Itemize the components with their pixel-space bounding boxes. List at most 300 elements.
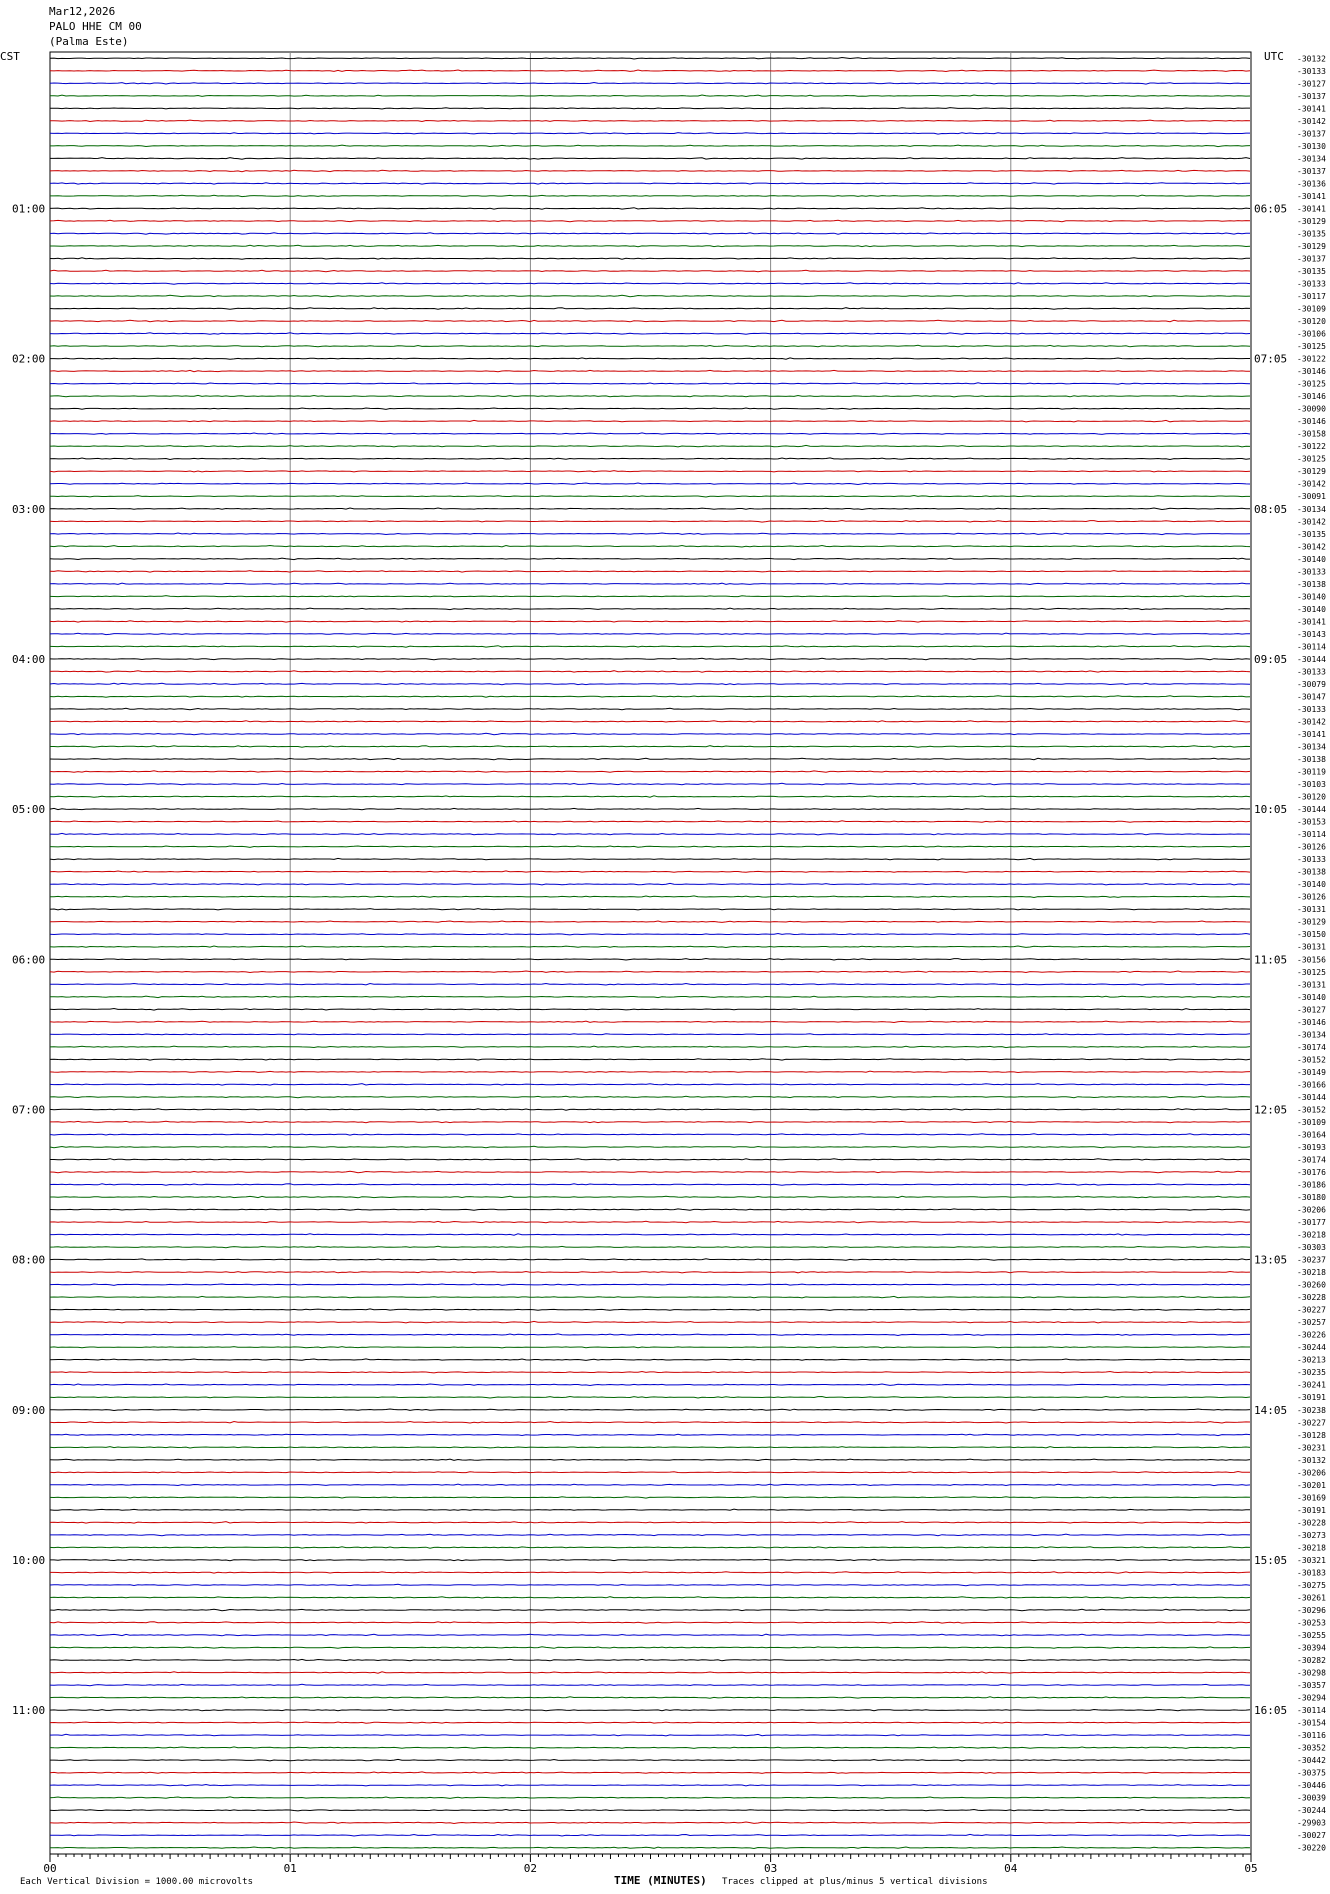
trace-line [50, 1372, 1250, 1373]
trace-line [50, 996, 1250, 998]
trace-offset-label: -30134 [1297, 504, 1326, 514]
trace-offset-label: -30227 [1297, 1305, 1326, 1315]
trace-line [50, 1272, 1250, 1273]
trace-offset-label: -30142 [1297, 116, 1326, 126]
trace-line [50, 120, 1250, 121]
trace-line [50, 1622, 1250, 1624]
trace-line [50, 108, 1250, 109]
trace-line [50, 708, 1250, 709]
trace-offset-label: -30114 [1297, 1706, 1326, 1716]
trace-offset-label: -30227 [1297, 1418, 1326, 1428]
trace-offset-label: -30237 [1297, 1255, 1326, 1265]
trace-offset-label: -30129 [1297, 242, 1326, 251]
clip-note: Traces clipped at plus/minus 5 vertical divisions [722, 1877, 988, 1887]
trace-offset-label: -30303 [1297, 1243, 1326, 1253]
trace-offset-label: -30134 [1297, 1030, 1326, 1040]
trace-offset-label: -30091 [1297, 492, 1326, 502]
trace-offset-label: -30119 [1297, 767, 1326, 777]
trace-offset-label: -30117 [1297, 292, 1326, 301]
trace-line [50, 596, 1250, 597]
trace-offset-label: -30294 [1297, 1693, 1326, 1703]
trace-line [50, 533, 1250, 535]
trace-line [50, 1609, 1250, 1611]
trace-line [50, 95, 1250, 97]
trace-line [50, 733, 1250, 735]
trace-offset-label: -30158 [1297, 429, 1326, 439]
trace-line [50, 1171, 1250, 1173]
trace-offset-label: -30257 [1297, 1318, 1326, 1328]
trace-offset-label: -30141 [1297, 191, 1326, 201]
trace-line [50, 608, 1250, 610]
trace-offset-label: -30231 [1297, 1443, 1326, 1453]
trace-line [50, 1121, 1250, 1122]
trace-offset-label: -30136 [1297, 179, 1326, 189]
trace-offset-label: -30146 [1297, 392, 1326, 402]
trace-offset-label: -30186 [1297, 1180, 1326, 1190]
trace-offset-label: -30150 [1297, 930, 1326, 940]
trace-line [50, 558, 1250, 560]
trace-offset-label: -30133 [1297, 279, 1326, 289]
trace-offset-label: -30141 [1297, 617, 1326, 627]
trace-line [50, 1397, 1250, 1399]
trace-line [50, 871, 1250, 873]
trace-offset-label: -30114 [1297, 642, 1326, 652]
trace-offset-label: -30235 [1297, 1368, 1326, 1378]
trace-offset-label: -30122 [1297, 442, 1326, 452]
plot-frame [50, 52, 1251, 1854]
trace-line [50, 1597, 1250, 1599]
trace-line [50, 1785, 1250, 1786]
trace-offset-label: -30174 [1297, 1042, 1326, 1052]
trace-line [50, 521, 1250, 523]
hour-label-right: 12:05 [1254, 1103, 1288, 1117]
trace-offset-label: -30103 [1297, 780, 1326, 790]
trace-offset-label: -30137 [1297, 166, 1326, 176]
trace-line [50, 621, 1250, 622]
trace-line [50, 433, 1250, 435]
hour-label-right: 14:05 [1254, 1403, 1288, 1417]
trace-line [50, 345, 1250, 347]
trace-offset-label: -30296 [1297, 1606, 1326, 1615]
trace-line [50, 1296, 1250, 1298]
trace-line [50, 833, 1250, 835]
trace-line [50, 633, 1250, 635]
trace-offset-label: -30134 [1297, 742, 1326, 752]
trace-line [50, 183, 1250, 184]
trace-line [50, 696, 1250, 698]
trace-offset-label: -30180 [1297, 1193, 1326, 1202]
trace-line [50, 496, 1250, 498]
trace-line [50, 1084, 1250, 1086]
trace-offset-label: -30131 [1297, 980, 1326, 990]
trace-line [50, 295, 1250, 297]
trace-offset-label: -30129 [1297, 917, 1326, 927]
trace-offset-label: -30106 [1297, 329, 1326, 339]
trace-line [50, 1697, 1250, 1699]
trace-line [50, 1722, 1250, 1723]
trace-offset-label: -30321 [1297, 1555, 1326, 1565]
trace-line [50, 1347, 1250, 1348]
trace-line [50, 1409, 1250, 1411]
trace-line [50, 1021, 1250, 1022]
trace-offset-label: -30142 [1297, 479, 1326, 489]
trace-offset-label: -30149 [1297, 1067, 1326, 1077]
trace-offset-label: -30133 [1297, 705, 1326, 714]
trace-line [50, 1284, 1250, 1285]
tz-right-label: UTC [1264, 50, 1284, 63]
trace-offset-label: -30218 [1297, 1230, 1326, 1240]
trace-offset-label: -30133 [1297, 66, 1326, 76]
trace-offset-label: -30261 [1297, 1593, 1326, 1603]
hour-label-right: 09:05 [1254, 652, 1288, 666]
trace-offset-label: -30228 [1297, 1293, 1326, 1303]
trace-line [50, 746, 1250, 748]
trace-offset-label: -30201 [1297, 1480, 1326, 1490]
trace-line [50, 771, 1250, 773]
trace-line [50, 1747, 1250, 1749]
scale-note: Each Vertical Division = 1000.00 microvolts [20, 1877, 253, 1887]
trace-line [50, 208, 1250, 210]
hour-label-left: 05:00 [12, 803, 46, 817]
trace-line [50, 1772, 1250, 1774]
trace-offset-label: -30141 [1297, 730, 1326, 739]
trace-offset-label: -30144 [1297, 654, 1326, 664]
hour-label-left: 02:00 [12, 352, 46, 366]
trace-offset-label: -30135 [1297, 229, 1326, 239]
trace-line [50, 358, 1250, 359]
trace-line [50, 1522, 1250, 1524]
trace-offset-label: -30141 [1297, 104, 1326, 114]
trace-offset-label: -30131 [1297, 905, 1326, 915]
trace-offset-label: -30146 [1297, 1017, 1326, 1027]
trace-line [50, 909, 1250, 910]
x-tick-label: 03 [763, 1862, 778, 1875]
trace-line [50, 145, 1250, 147]
trace-line [50, 858, 1250, 860]
trace-line [50, 395, 1250, 397]
trace-offset-label: -30137 [1297, 91, 1326, 101]
trace-offset-label: -30213 [1297, 1355, 1326, 1365]
trace-line [50, 1234, 1250, 1235]
trace-line [50, 1221, 1250, 1223]
trace-line [50, 1734, 1250, 1736]
trace-line [50, 846, 1250, 847]
trace-offset-label: -30147 [1297, 692, 1326, 702]
hour-label-right: 10:05 [1254, 803, 1288, 817]
x-tick-label: 00 [43, 1862, 57, 1875]
trace-line [50, 1321, 1250, 1323]
trace-offset-label: -30137 [1297, 254, 1326, 264]
trace-offset-label: -30144 [1297, 805, 1326, 815]
trace-line [50, 1096, 1250, 1098]
trace-line [50, 420, 1250, 422]
trace-offset-label: -30244 [1297, 1343, 1326, 1353]
trace-offset-label: -30241 [1297, 1380, 1326, 1390]
trace-offset-label: -30164 [1297, 1130, 1326, 1140]
trace-offset-label: -30176 [1297, 1168, 1326, 1177]
trace-offset-label: -30120 [1297, 317, 1326, 326]
trace-line [50, 1572, 1250, 1574]
trace-offset-label: -30125 [1297, 454, 1326, 464]
trace-offset-label: -30140 [1297, 992, 1326, 1002]
trace-offset-label: -30206 [1297, 1468, 1326, 1478]
trace-line [50, 1071, 1250, 1072]
hour-label-right: 06:05 [1254, 202, 1288, 216]
hour-label-right: 07:05 [1254, 352, 1288, 366]
trace-offset-label: -30220 [1297, 1843, 1326, 1853]
trace-offset-label: -30109 [1297, 304, 1326, 314]
header-location: (Palma Este) [49, 35, 129, 48]
trace-line [50, 1559, 1250, 1560]
trace-line [50, 195, 1250, 197]
trace-line [50, 1634, 1250, 1636]
trace-offset-label: -30352 [1297, 1743, 1326, 1753]
trace-line [50, 245, 1250, 247]
hour-label-left: 03:00 [12, 502, 46, 516]
trace-offset-label: -30133 [1297, 855, 1326, 865]
trace-line [50, 1809, 1250, 1811]
trace-offset-label: -30156 [1297, 955, 1326, 965]
trace-line [50, 233, 1250, 235]
trace-line [50, 58, 1250, 60]
trace-offset-label: -30039 [1297, 1793, 1326, 1803]
trace-line [50, 283, 1250, 285]
trace-line [50, 1159, 1250, 1160]
trace-line [50, 1672, 1250, 1673]
trace-offset-label: -30135 [1297, 529, 1326, 539]
trace-line [50, 1184, 1250, 1186]
trace-line [50, 471, 1250, 472]
trace-offset-label: -30133 [1297, 567, 1326, 577]
trace-offset-label: -30133 [1297, 667, 1326, 677]
trace-line [50, 320, 1250, 322]
hour-label-right: 16:05 [1254, 1704, 1288, 1718]
trace-line [50, 683, 1250, 685]
header-station: PALO HHE CM 00 [49, 20, 142, 33]
trace-line [50, 1472, 1250, 1473]
trace-offset-label: -30125 [1297, 967, 1326, 977]
trace-line [50, 1334, 1250, 1336]
trace-offset-label: -30125 [1297, 342, 1326, 352]
trace-line [50, 1246, 1250, 1247]
trace-line [50, 1534, 1250, 1536]
trace-offset-label: -30146 [1297, 367, 1326, 377]
trace-line [50, 170, 1250, 172]
trace-line [50, 258, 1250, 259]
trace-line [50, 946, 1250, 948]
trace-offset-label: -30253 [1297, 1618, 1326, 1628]
trace-offset-label: -30079 [1297, 680, 1326, 689]
trace-line [50, 1422, 1250, 1424]
trace-line [50, 571, 1250, 573]
trace-offset-label: -30135 [1297, 267, 1326, 276]
trace-offset-label: -30166 [1297, 1080, 1326, 1090]
trace-offset-label: -30226 [1297, 1330, 1326, 1340]
trace-line [50, 758, 1250, 760]
trace-line [50, 1009, 1250, 1011]
trace-line [50, 1146, 1250, 1147]
hour-label-right: 08:05 [1254, 502, 1288, 516]
trace-offset-label: -30141 [1297, 204, 1326, 214]
trace-line [50, 333, 1250, 335]
trace-offset-label: -30152 [1297, 1105, 1326, 1115]
trace-offset-label: -30140 [1297, 554, 1326, 564]
trace-offset-label: -30143 [1297, 629, 1326, 639]
trace-offset-label: -30193 [1297, 1143, 1326, 1152]
trace-offset-label: -30442 [1297, 1756, 1326, 1766]
trace-line [50, 158, 1250, 160]
trace-offset-label: -30238 [1297, 1405, 1326, 1415]
trace-offset-label: -30127 [1297, 79, 1326, 89]
trace-offset-label: -30394 [1297, 1643, 1326, 1653]
trace-line [50, 308, 1250, 310]
trace-offset-label: -30131 [1297, 942, 1326, 952]
trace-offset-label: -30126 [1297, 892, 1326, 902]
trace-line [50, 270, 1250, 272]
trace-offset-label: -30120 [1297, 792, 1326, 802]
hour-label-left: 01:00 [12, 202, 46, 216]
trace-offset-label: -30282 [1297, 1656, 1326, 1665]
trace-line [50, 1134, 1250, 1135]
trace-offset-label: -30127 [1297, 1005, 1326, 1015]
trace-line [50, 984, 1250, 986]
trace-line [50, 1484, 1250, 1486]
trace-line [50, 1797, 1250, 1799]
trace-line [50, 1447, 1250, 1448]
trace-line [50, 408, 1250, 409]
trace-line [50, 546, 1250, 548]
trace-line [50, 1259, 1250, 1261]
trace-line [50, 821, 1250, 823]
trace-offset-label: -30134 [1297, 154, 1326, 164]
trace-offset-label: -30357 [1297, 1681, 1326, 1691]
trace-line [50, 971, 1250, 973]
trace-offset-label: -30138 [1297, 755, 1326, 764]
trace-offset-label: -30027 [1297, 1831, 1326, 1841]
trace-line [50, 1822, 1250, 1824]
trace-line [50, 1547, 1250, 1549]
trace-offset-label: -30152 [1297, 1055, 1326, 1065]
trace-line [50, 1584, 1250, 1586]
trace-offset-label: -30140 [1297, 592, 1326, 602]
trace-offset-label: -30128 [1297, 1430, 1326, 1440]
hour-label-right: 15:05 [1254, 1553, 1288, 1567]
trace-line [50, 921, 1250, 922]
trace-offset-label: -30177 [1297, 1218, 1326, 1227]
trace-offset-label: -30183 [1297, 1568, 1326, 1578]
trace-offset-label: -30218 [1297, 1543, 1326, 1553]
trace-line [50, 959, 1250, 961]
trace-offset-label: -30126 [1297, 842, 1326, 852]
trace-line [50, 370, 1250, 371]
trace-offset-label: -30191 [1297, 1505, 1326, 1515]
trace-offset-label: -30114 [1297, 830, 1326, 840]
trace-line [50, 883, 1250, 885]
trace-line [50, 1710, 1250, 1711]
trace-line [50, 1497, 1250, 1498]
x-tick-label: 01 [283, 1862, 297, 1875]
x-tick-label: 02 [523, 1862, 538, 1875]
trace-offset-label: -30228 [1297, 1518, 1326, 1528]
trace-offset-label: -30142 [1297, 717, 1326, 727]
hour-label-left: 11:00 [12, 1704, 46, 1718]
trace-offset-label: -30154 [1297, 1718, 1326, 1728]
trace-offset-label: -30206 [1297, 1205, 1326, 1215]
tz-left-label: CST [0, 50, 20, 63]
trace-offset-label: -30142 [1297, 517, 1326, 527]
trace-line [50, 783, 1250, 785]
hour-label-left: 04:00 [12, 652, 46, 666]
trace-offset-label: -30140 [1297, 604, 1326, 614]
trace-offset-label: -30132 [1297, 1455, 1326, 1465]
hour-label-left: 08:00 [12, 1253, 46, 1267]
trace-line [50, 483, 1250, 485]
trace-line [50, 1647, 1250, 1649]
trace-offset-label: -30090 [1297, 404, 1326, 414]
trace-line [50, 1046, 1250, 1048]
hour-label-left: 06:00 [12, 953, 46, 967]
trace-line [50, 1359, 1250, 1361]
trace-line [50, 70, 1250, 72]
trace-line [50, 1384, 1250, 1386]
trace-line [50, 658, 1250, 659]
trace-offset-label: -30446 [1297, 1781, 1326, 1791]
trace-line [50, 1209, 1250, 1210]
trace-line [50, 1034, 1250, 1035]
trace-offset-label: -30273 [1297, 1530, 1326, 1540]
trace-line [50, 133, 1250, 135]
hour-label-left: 07:00 [12, 1103, 46, 1117]
trace-offset-label: -30138 [1297, 867, 1326, 877]
hour-label-right: 13:05 [1254, 1253, 1288, 1267]
trace-offset-label: -30138 [1297, 579, 1326, 589]
trace-line [50, 458, 1250, 460]
trace-line [50, 1684, 1250, 1685]
trace-line [50, 1759, 1250, 1761]
trace-line [50, 508, 1250, 510]
trace-offset-label: -30375 [1297, 1768, 1326, 1778]
trace-offset-label: -30130 [1297, 141, 1326, 151]
trace-offset-label: -30129 [1297, 216, 1326, 226]
trace-line [50, 808, 1250, 809]
trace-line [50, 646, 1250, 648]
trace-offset-label: -30169 [1297, 1493, 1326, 1503]
trace-line [50, 1509, 1250, 1510]
x-tick-label: 05 [1244, 1862, 1258, 1875]
trace-line [50, 1659, 1250, 1661]
trace-offset-label: -30122 [1297, 354, 1326, 364]
trace-line [50, 1847, 1250, 1849]
trace-line [50, 83, 1250, 85]
trace-line [50, 1834, 1250, 1836]
trace-offset-label: -30142 [1297, 542, 1326, 552]
trace-offset-label: -29903 [1297, 1818, 1326, 1828]
trace-line [50, 671, 1250, 673]
trace-line [50, 383, 1250, 385]
hour-label-left: 10:00 [12, 1553, 46, 1567]
trace-offset-label: -30137 [1297, 129, 1326, 139]
trace-offset-label: -30153 [1297, 817, 1326, 827]
trace-offset-label: -30125 [1297, 379, 1326, 389]
trace-line [50, 1109, 1250, 1111]
trace-offset-label: -30140 [1297, 880, 1326, 890]
header-date: Mar12,2026 [49, 5, 116, 18]
trace-offset-label: -30298 [1297, 1668, 1326, 1678]
trace-offset-label: -30116 [1297, 1731, 1326, 1741]
trace-offset-label: -30132 [1297, 54, 1326, 64]
hour-label-left: 09:00 [12, 1403, 46, 1417]
trace-line [50, 721, 1250, 722]
